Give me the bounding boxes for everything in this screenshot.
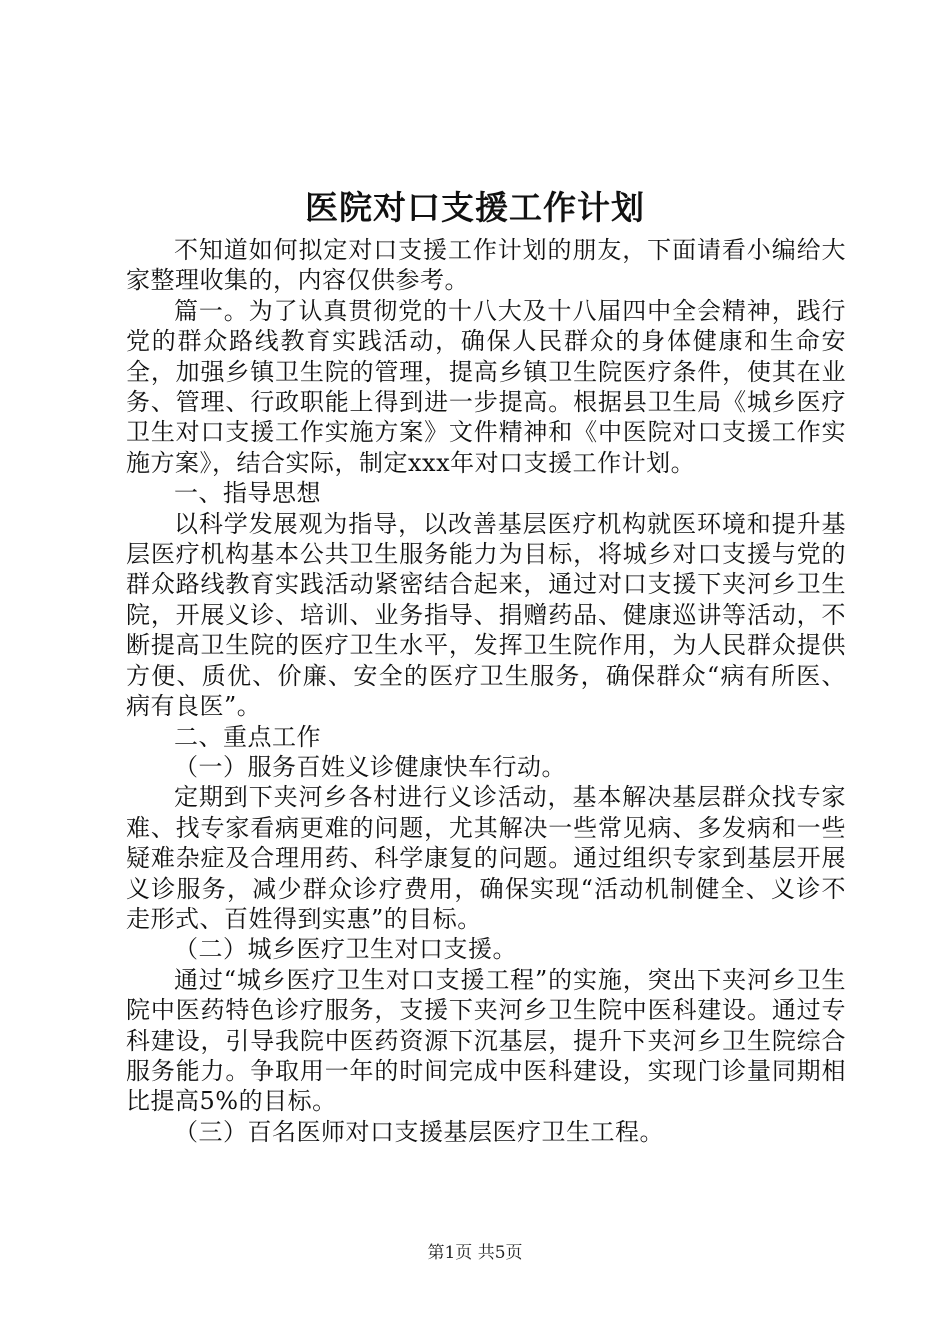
subheading-hundred-doctors: （三）百名医师对口支援基层医疗卫生工程。	[174, 1117, 664, 1146]
paragraph-part-one: 篇一。为了认真贯彻党的十八大及十八届四中全会精神，践行党的群众路线教育实践活动，确保人民群众的身体健康和生命安全，加强乡镇卫生院的管理，提高乡镇卫生院医疗条件，使其在业务、管理、行政职能上得到进一步提高。根据县卫生局《城乡医疗卫生对口支援工作实施方案》文件精神和《中医院对口支援工作实施方案》，结合实际，制定xxx年对口支援工作计划。	[126, 296, 846, 477]
subheading-urban-rural-support: （二）城乡医疗卫生对口支援。	[174, 935, 517, 964]
page-title: 医院对口支援工作计划	[305, 188, 645, 227]
section-heading-key-work: 二、重点工作	[174, 722, 321, 751]
paragraph-guiding-ideology: 以科学发展观为指导，以改善基层医疗机构就医环境和提升基层医疗机构基本公共卫生服务能力为目标，将城乡对口支援与党的群众路线教育实践活动紧密结合起来，通过对口支援下夹河乡卫生院，开展义诊、培训、业务指导、捐赠药品、健康巡讲等活动，不断提高卫生院的医疗卫生水平，发挥卫生院作用，为人民群众提供方便、质优、价廉、安全的医疗卫生服务，确保群众“病有所医、病有良医”。	[126, 509, 846, 721]
paragraph-free-clinic: 定期到下夹河乡各村进行义诊活动，基本解决基层群众找专家难、找专家看病更难的问题，尤其解决一些常见病、多发病和一些疑难杂症及合理用药、科学康复的问题。通过组织专家到基层开展义诊服务，减少群众诊疗费用，确保实现“活动机制健全、义诊不走形式、百姓得到实惠”的目标。	[126, 783, 846, 933]
paragraph-urban-rural-support: 通过“城乡医疗卫生对口支援工程”的实施，突出下夹河乡卫生院中医药特色诊疗服务，支援下夹河乡卫生院中医科建设。通过专科建设，引导我院中医药资源下沉基层，提升下夹河乡卫生院综合服务能力。争取用一年的时间完成中医科建设，实现门诊量同期相比提高5%的目标。	[126, 965, 846, 1116]
subheading-free-clinic: （一）服务百姓义诊健康快车行动。	[174, 752, 566, 781]
page-number-footer: 第1页 共5页	[427, 1243, 523, 1263]
paragraph-intro: 不知道如何拟定对口支援工作计划的朋友，下面请看小编给大家整理收集的，内容仅供参考。	[126, 236, 846, 295]
section-heading-guiding-ideology: 一、指导思想	[174, 479, 321, 508]
document-body	[126, 235, 846, 1147]
